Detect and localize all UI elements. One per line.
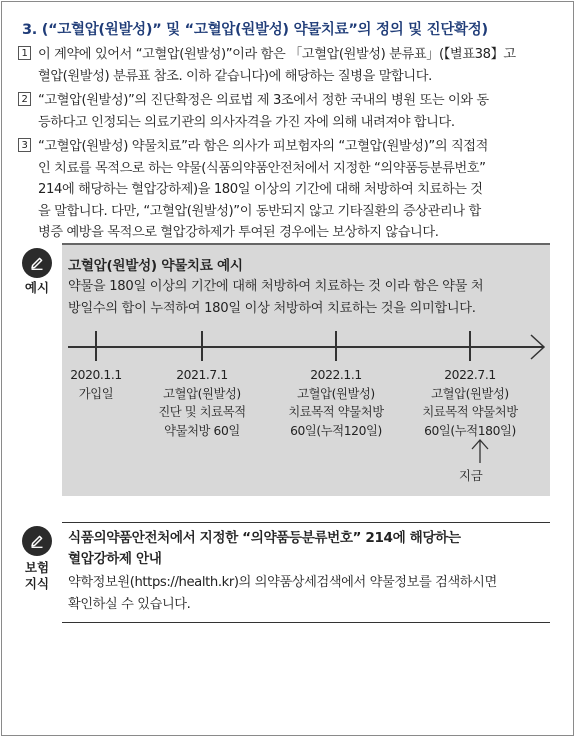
timeline-desc: 고혈압(원발성) xyxy=(431,386,509,401)
paragraph-line: 등하다고 인정되는 의료기관의 의사자격을 가진 자에 의해 내려져야 합니다. xyxy=(38,114,455,130)
knowledge-divider-top xyxy=(62,522,550,523)
now-label: 지금 xyxy=(459,469,483,483)
paragraph-line: 을 말합니다. 다만, “고혈압(원발성)”이 동반되지 않고 기타질환의 증상관리나 합 xyxy=(38,203,481,219)
pencil-icon xyxy=(22,248,52,278)
paragraph-marker: 3 xyxy=(18,138,31,152)
timeline-desc: 치료목적 약물처방 xyxy=(288,405,384,419)
timeline-desc: 가입일 xyxy=(78,386,114,401)
example-title: 고혈압(원발성) 약물치료 예시 xyxy=(68,258,243,274)
knowledge-badge-line: 보험 xyxy=(24,560,50,575)
timeline-desc: 고혈압(원발성) xyxy=(163,386,241,401)
timeline-arrowhead xyxy=(530,334,546,360)
knowledge-text-line: 확인하실 수 있습니다. xyxy=(68,597,191,612)
timeline-axis xyxy=(68,346,544,348)
example-badge-label: 예시 xyxy=(24,280,50,295)
timeline-date: 2022.7.1 xyxy=(444,368,496,382)
timeline-desc: 진단 및 치료목적 xyxy=(158,405,246,419)
knowledge-text xyxy=(68,572,497,616)
pencil-icon xyxy=(22,526,52,556)
example-divider xyxy=(62,243,550,245)
paragraph-1 xyxy=(18,44,554,87)
paragraph-line: 인 치료를 목적으로 하는 약물(식품의약품안전처에서 지정한 “의약품등분류번호” xyxy=(38,160,486,176)
paragraph-line: 병증 예방을 목적으로 혈압강하제가 투여된 경우에는 보상하지 않습니다. xyxy=(38,225,439,240)
timeline-event-2 xyxy=(158,366,245,440)
timeline-date: 2020.1.1 xyxy=(70,368,122,382)
paragraph-line: 혈압(원발성) 분류표 참조. 이하 같습니다)에 해당하는 질병을 말합니다. xyxy=(38,68,432,84)
timeline-tick xyxy=(469,331,471,361)
section-title: 3. (“고혈압(원발성)” 및 “고혈압(원발성) 약물치료”의 정의 및 진단확정) xyxy=(22,22,488,38)
paragraph-line: “고혈압(원발성)”의 진단확정은 의료법 제 3조에서 정한 국내의 병원 또는 이와 동 xyxy=(38,93,489,108)
timeline-desc: 고혈압(원발성) xyxy=(297,386,375,401)
timeline-tick xyxy=(335,331,337,361)
timeline-event-4 xyxy=(422,366,517,440)
timeline-event-3 xyxy=(288,366,383,440)
timeline-desc: 약물처방 60일 xyxy=(164,423,240,438)
example-text xyxy=(68,276,483,320)
knowledge-title-line: 혈압강하제 안내 xyxy=(68,551,162,567)
knowledge-text-line: 약학정보원(https://health.kr)의 의약품상세검색에서 약물정보를 검색하시면 xyxy=(68,575,497,590)
example-text-line: 방일수의 합이 누적하여 180일 이상 처방하여 치료하는 것을 의미합니다. xyxy=(68,301,476,316)
paragraph-line: 이 계약에 있어서 “고혈압(원발성)”이라 함은 「고혈압(원발성) 분류표」(【별표38】고 xyxy=(38,47,516,62)
paragraph-2 xyxy=(18,90,554,133)
timeline-date: 2021.7.1 xyxy=(176,368,228,382)
timeline-desc: 치료목적 약물처방 xyxy=(422,405,518,419)
timeline-tick xyxy=(95,331,97,361)
timeline-date: 2022.1.1 xyxy=(310,368,362,382)
knowledge-title-line: 식품의약품안전처에서 지정한 “의약품등분류번호” 214에 해당하는 xyxy=(68,530,461,546)
paragraph-marker: 2 xyxy=(18,92,31,106)
timeline-desc: 60일(누적180일) xyxy=(424,423,516,438)
timeline-event-1 xyxy=(70,366,122,403)
knowledge-badge-line: 지식 xyxy=(24,576,50,591)
timeline-desc: 60일(누적120일) xyxy=(290,423,382,438)
example-text-line: 약물을 180일 이상의 기간에 대해 처방하여 치료하는 것 이라 함은 약물 처 xyxy=(68,279,484,294)
paragraph-line: “고혈압(원발성) 약물치료”라 함은 의사가 피보험자의 “고혈압(원발성)”의 직접적 xyxy=(38,139,488,154)
knowledge-title xyxy=(68,528,461,570)
paragraph-marker: 1 xyxy=(18,46,31,60)
knowledge-divider-bottom xyxy=(62,622,550,623)
paragraph-line: 214에 해당하는 혈압강하제)을 180일 이상의 기간에 대해 처방하여 치료하는 것 xyxy=(38,182,483,197)
arrow-up-icon xyxy=(471,438,489,464)
timeline-tick xyxy=(201,331,203,361)
paragraph-3 xyxy=(18,136,554,244)
knowledge-badge-label xyxy=(20,560,54,592)
